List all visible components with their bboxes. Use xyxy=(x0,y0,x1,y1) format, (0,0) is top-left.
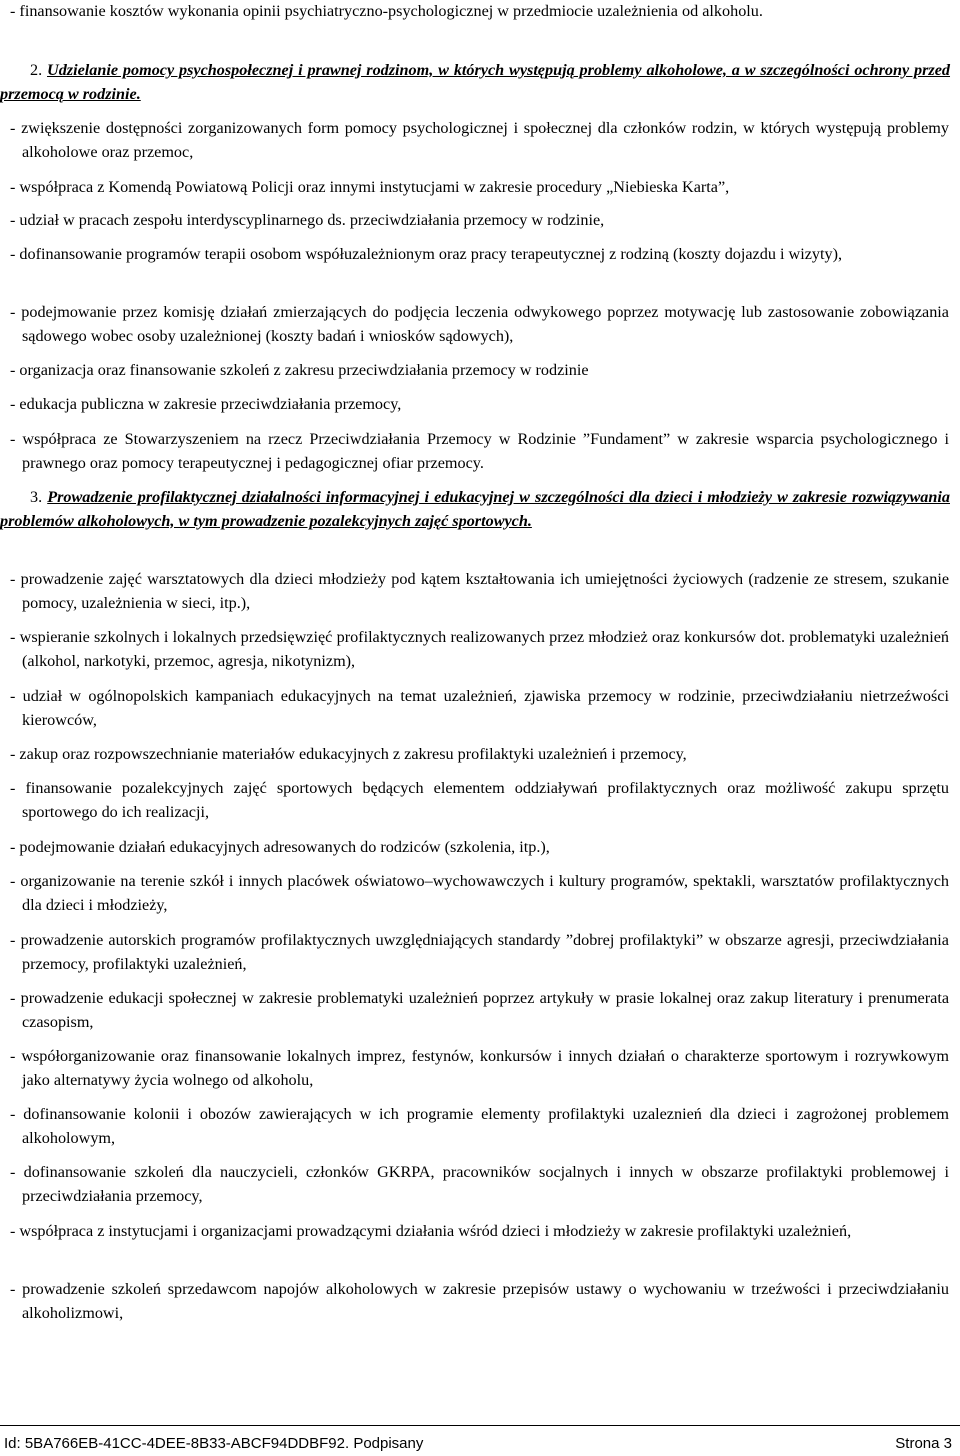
section-2-item: - podejmowanie przez komisję działań zmierzających do podjęcia leczenia odwykowego poprzez motywację lub zastosowanie zobowiązania sądowego wobec osoby uzależnionej (koszty badań i wniosków sądowych), xyxy=(10,303,949,345)
section-2-item: - zwiększenie dostępności zorganizowanych form pomocy psychologicznej i społecznej dla członków rodzin, w których występują problemy alkoholowe oraz przemoc, xyxy=(10,119,949,161)
section-2-number: 2. xyxy=(30,61,43,79)
section-3-item: - udział w ogólnopolskich kampaniach edukacyjnych na temat uzależnień, zjawiska przemocy w rodzinie, przeciwdziałaniu nietrzeźwości kierowców, xyxy=(10,687,949,729)
page-number: Strona 3 xyxy=(895,1435,952,1452)
section-3-item: - dofinansowanie szkoleń dla nauczycieli, członków GKRPA, pracowników socjalnych i innych w obszarze profilaktyki problemowej i przeciwdziałania przemocy, xyxy=(10,1163,949,1205)
intro-item: - finansowanie kosztów wykonania opinii psychiatryczno-psychologicznej w przedmiocie uzależnienia od alkoholu. xyxy=(10,2,763,20)
section-3-item: - finansowanie pozalekcyjnych zajęć sportowych będących elementem oddziaływań profilaktycznych oraz możliwość zakupu sprzętu sportowego do ich realizacji, xyxy=(10,779,949,821)
section-3-title: Prowadzenie profilaktycznej działalności informacyjnej i edukacyjnej w szczególności dla dzieci i młodzieży w zakresie rozwiązywania problemów alkoholowych, w tym prowadzenie pozalekcyjnych zajęć sportowych. xyxy=(0,488,950,530)
section-3-item: - wspieranie szkolnych i lokalnych przedsięwzięć profilaktycznych realizowanych przez młodzież oraz konkursów dot. problematyki uzależnień (alkohol, narkotyki, przemoc, agresja, nikotynizm), xyxy=(10,628,949,670)
section-2-item: - dofinansowanie programów terapii osobom współuzależnionym oraz pracy terapeutycznej z rodziną (koszty dojazdu i wizyty), xyxy=(10,245,843,263)
section-2-item: - współpraca ze Stowarzyszeniem na rzecz Przeciwdziałania Przemocy w Rodzinie ”Fundament” w zakresie wsparcia psychologicznego i prawnego oraz pomocy terapeutycznej i pedagogicznej ofiar przemocy. xyxy=(10,430,949,472)
section-3-item: - prowadzenie szkoleń sprzedawcom napojów alkoholowych w zakresie przepisów ustawy o wychowaniu w trzeźwości i przeciwdziałaniu alkoholizmowi, xyxy=(10,1280,949,1322)
footer-divider xyxy=(0,1425,960,1426)
section-2-item: - organizacja oraz finansowanie szkoleń z zakresu przeciwdziałania przemocy w rodzinie xyxy=(10,361,589,379)
section-2-heading xyxy=(0,59,950,106)
section-3-item: - współpraca z instytucjami i organizacjami prowadzącymi działania wśród dzieci i młodzieży w zakresie profilaktyki uzależnień, xyxy=(10,1222,852,1240)
section-3-item: - dofinansowanie kolonii i obozów zawierających w ich programie elementy profilaktyki uzaleznień dla dzieci i zagrożonej problemem alkoholowym, xyxy=(10,1105,949,1147)
section-3-item: - prowadzenie zajęć warsztatowych dla dzieci młodzieży pod kątem kształtowania ich umiejętności życiowych (radzenie ze stresem, szukanie pomocy, uzależnienia w sieci, itp.), xyxy=(10,570,949,612)
section-3-number: 3. xyxy=(30,488,43,506)
section-3-item: - prowadzenie edukacji społecznej w zakresie problematyki uzależnień poprzez artykuły w prasie lokalnej oraz zakup literatury i prenumerata czasopism, xyxy=(10,989,949,1031)
section-3-item: - zakup oraz rozpowszechnianie materiałów edukacyjnych z zakresu profilaktyki uzależnień i przemocy, xyxy=(10,745,687,763)
section-2-item: - edukacja publiczna w zakresie przeciwdziałania przemocy, xyxy=(10,395,402,413)
section-2-item: - udział w pracach zespołu interdyscyplinarnego ds. przeciwdziałania przemocy w rodzinie, xyxy=(10,211,605,229)
section-2-title: Udzielanie pomocy psychospołecznej i prawnej rodzinom, w których występują problemy alkoholowe, a w szczególności ochrony przed przemocą w rodzinie. xyxy=(0,61,951,103)
section-2-item: - współpraca z Komendą Powiatową Policji oraz innymi instytucjami w zakresie procedury „Niebieska Karta”, xyxy=(10,178,730,196)
document-id: Id: 5BA766EB-41CC-4DEE-8B33-ABCF94DDBF92. Podpisany xyxy=(4,1435,424,1452)
section-3-item: - współorganizowanie oraz finansowanie lokalnych imprez, festynów, konkursów i innych działań o charakterze sportowym i rozrywkowym jako alternatywy życia wolnego od alkoholu, xyxy=(10,1047,949,1089)
section-3-item: - organizowanie na terenie szkół i innych placówek oświatowo–wychowawczych i kultury programów, spektakli, warsztatów profilaktycznych dla dzieci i młodzieży, xyxy=(10,872,949,914)
section-3-item: - podejmowanie działań edukacyjnych adresowanych do rodziców (szkolenia, itp.), xyxy=(10,838,550,856)
section-3-item: - prowadzenie autorskich programów profilaktycznych uwzględniających standardy ”dobrej profilaktyki” w obszarze agresji, przeciwdziałania przemocy, profilaktyki uzależnień, xyxy=(10,931,949,973)
section-3-heading xyxy=(0,486,950,533)
